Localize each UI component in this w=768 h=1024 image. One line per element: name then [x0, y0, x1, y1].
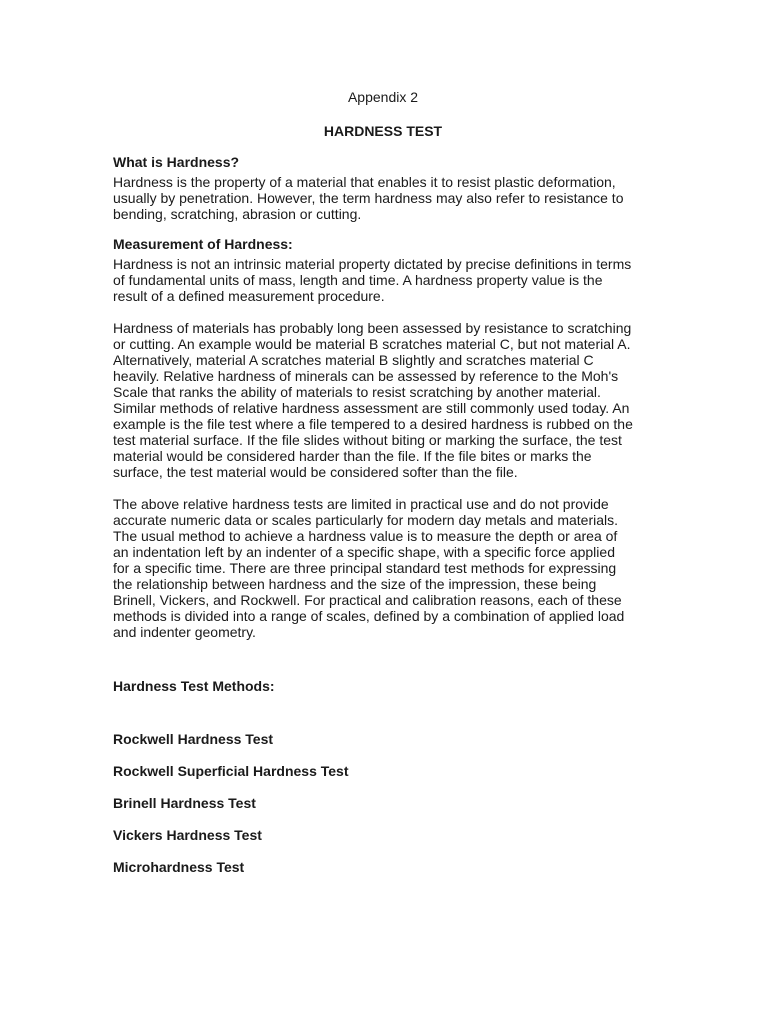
section-heading-test-methods: Hardness Test Methods:	[113, 678, 275, 694]
section-heading-measurement: Measurement of Hardness:	[113, 236, 293, 252]
paragraph-measurement-1: Hardness is not an intrinsic material property dictated by precise definitions in terms of fundamental units of mass, length and time. A hardness property value is the result of a defined measurement procedure.	[113, 256, 632, 304]
document-title: HARDNESS TEST	[323, 123, 443, 139]
method-item-microhardness: Microhardness Test	[113, 859, 245, 875]
method-item-rockwell-superficial: Rockwell Superficial Hardness Test	[113, 763, 349, 779]
section-heading-what-is-hardness: What is Hardness?	[113, 154, 240, 170]
test-methods-list	[113, 731, 633, 875]
method-item-rockwell: Rockwell Hardness Test	[113, 731, 274, 747]
method-item-vickers: Vickers Hardness Test	[113, 827, 262, 843]
paragraph-what-is-hardness: Hardness is the property of a material that enables it to resist plastic deformation, usually by penetration. However, the term hardness may also refer to resistance to bending, scratching, abrasion or cutting.	[113, 174, 624, 222]
paragraph-measurement-2: Hardness of materials has probably long been assessed by resistance to scratching or cutting. An example would be material B scratches material C, but not material A. Alternatively, material A scratches material B slightly and scratches material C heavily. Relative hardness of minerals can be assessed by reference to the Moh's Scale that ranks the ability of materials to resist scratching by another material. Similar methods of relative hardness assessment are still commonly used today. An example is the file test where a file tempered to a desired hardness is rubbed on the test material surface. If the file slides without biting or marking the surface, the test material would be considered harder than the file. If the file bites or marks the surface, the test material would be considered softer than the file.	[113, 320, 633, 480]
document-page	[113, 89, 633, 875]
method-item-brinell: Brinell Hardness Test	[113, 795, 256, 811]
paragraph-measurement-3: The above relative hardness tests are limited in practical use and do not provide accurate numeric data or scales particularly for modern day metals and materials. The usual method to achieve a hardness value is to measure the depth or area of an indentation left by an indenter of a specific shape, with a specific force applied for a specific time. There are three principal standard test methods for expressing the relationship between hardness and the size of the impression, these being Brinell, Vickers, and Rockwell. For practical and calibration reasons, each of these methods is divided into a range of scales, defined by a combination of applied load and indenter geometry.	[113, 496, 625, 640]
appendix-label: Appendix 2	[347, 89, 419, 105]
